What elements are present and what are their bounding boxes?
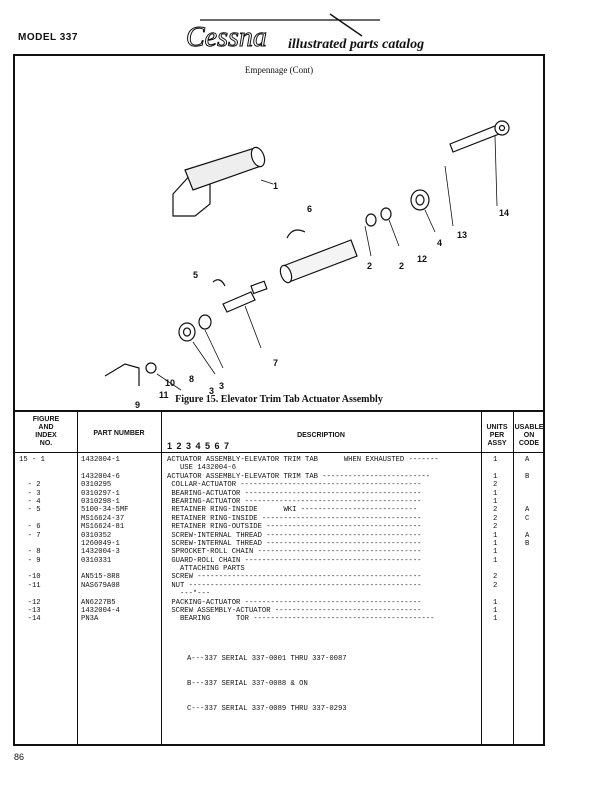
row-index: - 9 (19, 556, 41, 565)
callout-8: 8 (189, 374, 195, 384)
table-header-rule (15, 452, 543, 453)
row-index: -12 (19, 598, 41, 607)
row-units: 1 (493, 607, 498, 616)
callout-5: 5 (193, 270, 199, 280)
callout-12: 12 (417, 254, 428, 264)
callout-10: 10 (165, 378, 176, 388)
table-row (15, 599, 543, 607)
row-units: 2 (493, 523, 498, 532)
row-part-number: 5100-34-5MF (81, 506, 129, 515)
table-row (15, 607, 543, 615)
row-description: ACTUATOR ASSEMBLY-ELEVATOR TRIM TAB ------------------------- (167, 472, 431, 481)
callout-3: 3 (219, 381, 225, 391)
row-units: 1 (493, 489, 498, 498)
serial-note: C---337 SERIAL 337-0089 THRU 337-0293 (187, 705, 347, 714)
serial-notes (187, 638, 347, 730)
callout-1: 1 (273, 181, 279, 191)
row-part-number: 0310331 (81, 556, 112, 565)
row-code: A (525, 456, 530, 464)
col-header-description: DESCRIPTION (297, 432, 345, 439)
row-units: 2 (493, 481, 498, 490)
packing-12 (381, 208, 391, 220)
row-description: NUT ------------------------------------------------------ (167, 581, 422, 590)
row-units: 2 (493, 581, 498, 590)
row-index: -11 (19, 581, 41, 590)
callout-2: 2 (399, 261, 405, 271)
catalog-text: illustrated parts catalog (288, 37, 425, 52)
row-part-number: NAS679A08 (81, 581, 120, 590)
row-description: BEARING TOR ------------------------------------------ (167, 615, 435, 624)
serial-note: A---337 SERIAL 337-0001 THRU 337-0087 (187, 654, 347, 663)
figure-frame (13, 54, 545, 746)
callout-14: 14 (499, 208, 510, 218)
internal-thread-screw (283, 240, 357, 282)
table-row (15, 557, 543, 565)
figure-caption: Figure 15. Elevator Trim Tab Actuator Assembly (175, 394, 383, 405)
row-code: B (525, 472, 530, 481)
row-part-number: MS16624-81 (81, 523, 125, 532)
table-row (15, 481, 543, 489)
row-part-number: MS16624-37 (81, 514, 125, 523)
actuator-tube (185, 148, 261, 190)
row-code: B (525, 539, 530, 548)
retainer-ring-6 (287, 230, 305, 238)
row-part-number: 0310295 (81, 481, 112, 490)
row-units: 1 (493, 531, 498, 540)
row-description: BEARING-ACTUATOR ----------------------------------------- (167, 497, 422, 506)
collar-2 (366, 214, 376, 226)
row-index: - 2 (19, 481, 41, 490)
row-part-number: 1432004-4 (81, 607, 120, 616)
callout-9: 9 (135, 400, 141, 410)
row-description: COLLAR-ACTUATOR ------------------------------------------ (167, 481, 422, 490)
callout-7: 7 (273, 358, 279, 368)
row-code: C (525, 514, 530, 523)
table-row (15, 456, 543, 464)
table-row (15, 590, 543, 598)
row-description: RETAINER RING-OUTSIDE ------------------------------------ (167, 523, 422, 532)
row-code: A (525, 506, 530, 515)
serial-note: B---337 SERIAL 337-0088 & ON (187, 680, 308, 689)
row-part-number: 0310352 (81, 531, 112, 540)
row-units: 1 (493, 548, 498, 557)
row-part-number: 1260049-1 (81, 539, 120, 548)
row-description: ---*--- (167, 590, 211, 599)
row-index: -10 (19, 573, 41, 582)
callout-13: 13 (457, 230, 468, 240)
row-part-number: AN515-8R8 (81, 573, 120, 582)
row-units: 2 (493, 514, 498, 523)
callout-4: 4 (437, 238, 443, 248)
page-number: 86 (14, 752, 25, 762)
table-row (15, 473, 543, 481)
row-part-number: 1432004-6 (81, 472, 120, 481)
row-index: -13 (19, 607, 41, 616)
row-description: RETAINER RING-INSIDE WKI --------------------------- (167, 506, 418, 515)
model-label: MODEL 337 (18, 32, 78, 43)
parts-list (15, 456, 543, 624)
row-description: SPROCKET-ROLL CHAIN -------------------------------------- (167, 548, 422, 557)
row-description: SCREW ASSEMBLY-ACTUATOR ---------------------------------- (167, 607, 422, 616)
row-part-number: AN6227B5 (81, 598, 116, 607)
table-row (15, 565, 543, 573)
table-row (15, 498, 543, 506)
col-header-usable: USABLE ON CODE (514, 424, 544, 447)
row-description: ACTUATOR ASSEMBLY-ELEVATOR TRIM TAB WHEN EXHAUSTED ------- (167, 456, 439, 464)
row-units: 1 (493, 539, 498, 548)
row-index: 15 - 1 (19, 456, 45, 464)
callout-6: 6 (307, 204, 313, 214)
row-units: 1 (493, 615, 498, 624)
row-description: USE 1432004-6 (167, 464, 237, 473)
row-index: - 7 (19, 531, 41, 540)
row-description: SCREW-INTERNAL THREAD ------------------------------------ (167, 531, 422, 540)
row-part-number: 0310297-1 (81, 489, 120, 498)
row-part-number: 1432004-3 (81, 548, 120, 557)
table-row (15, 548, 543, 556)
indent-levels: 1 2 3 4 5 6 7 (167, 441, 231, 451)
retainer-ring-5 (213, 280, 225, 286)
callout-3b: 3 (209, 386, 215, 396)
table-row (15, 582, 543, 590)
row-part-number: 0310298-1 (81, 497, 120, 506)
row-description: PACKING-ACTUATOR ----------------------------------------- (167, 598, 422, 607)
sprocket-8 (146, 363, 156, 373)
row-description: ATTACHING PARTS (167, 565, 245, 574)
row-units: 2 (493, 573, 498, 582)
col-header-units: UNITS PER ASSY (486, 424, 508, 447)
row-part-number: PN3A (81, 615, 99, 624)
row-code: A (525, 531, 530, 540)
row-description: SCREW ---------------------------------------------------- (167, 573, 422, 582)
row-description: BEARING-ACTUATOR ----------------------------------------- (167, 489, 422, 498)
cessna-logo (180, 8, 480, 60)
guard-9 (105, 364, 139, 386)
collar-2-left (199, 315, 211, 329)
row-units: 1 (493, 472, 498, 481)
row-index: - 4 (19, 497, 41, 506)
table-row (15, 506, 543, 514)
row-index: - 5 (19, 506, 41, 515)
table-row (15, 515, 543, 523)
row-units: 1 (493, 556, 498, 565)
table-row (15, 464, 543, 472)
table-row (15, 532, 543, 540)
table-row (15, 523, 543, 531)
table-row (15, 540, 543, 548)
row-index: - 6 (19, 523, 41, 532)
table-row (15, 615, 543, 623)
table-row (15, 573, 543, 581)
row-units: 1 (493, 598, 498, 607)
row-index: - 8 (19, 548, 41, 557)
screw-rod (450, 126, 499, 152)
col-header-figure-index: FIGURE AND INDEX NO. (32, 416, 60, 447)
row-index: - 3 (19, 489, 41, 498)
row-units: 1 (493, 497, 498, 506)
callout-2b: 2 (367, 261, 373, 271)
callout-11: 11 (159, 390, 169, 400)
row-index: -14 (19, 615, 41, 624)
figure-title: Empennage (Cont) (244, 65, 314, 75)
row-units: 1 (493, 456, 498, 464)
row-units: 2 (493, 506, 498, 515)
col-header-part-number: PART NUMBER (93, 430, 145, 437)
table-top-rule (15, 410, 543, 412)
table-row (15, 490, 543, 498)
row-part-number: 1432004-1 (81, 456, 120, 464)
row-description: SCREW-INTERNAL THREAD ------------------------------------ (167, 539, 422, 548)
shaft-7 (223, 292, 255, 312)
row-description: RETAINER RING-INSIDE ------------------------------------- (167, 514, 422, 523)
brand-text: Cessna (186, 22, 267, 53)
row-description: GUARD-ROLL CHAIN ----------------------------------------- (167, 556, 422, 565)
